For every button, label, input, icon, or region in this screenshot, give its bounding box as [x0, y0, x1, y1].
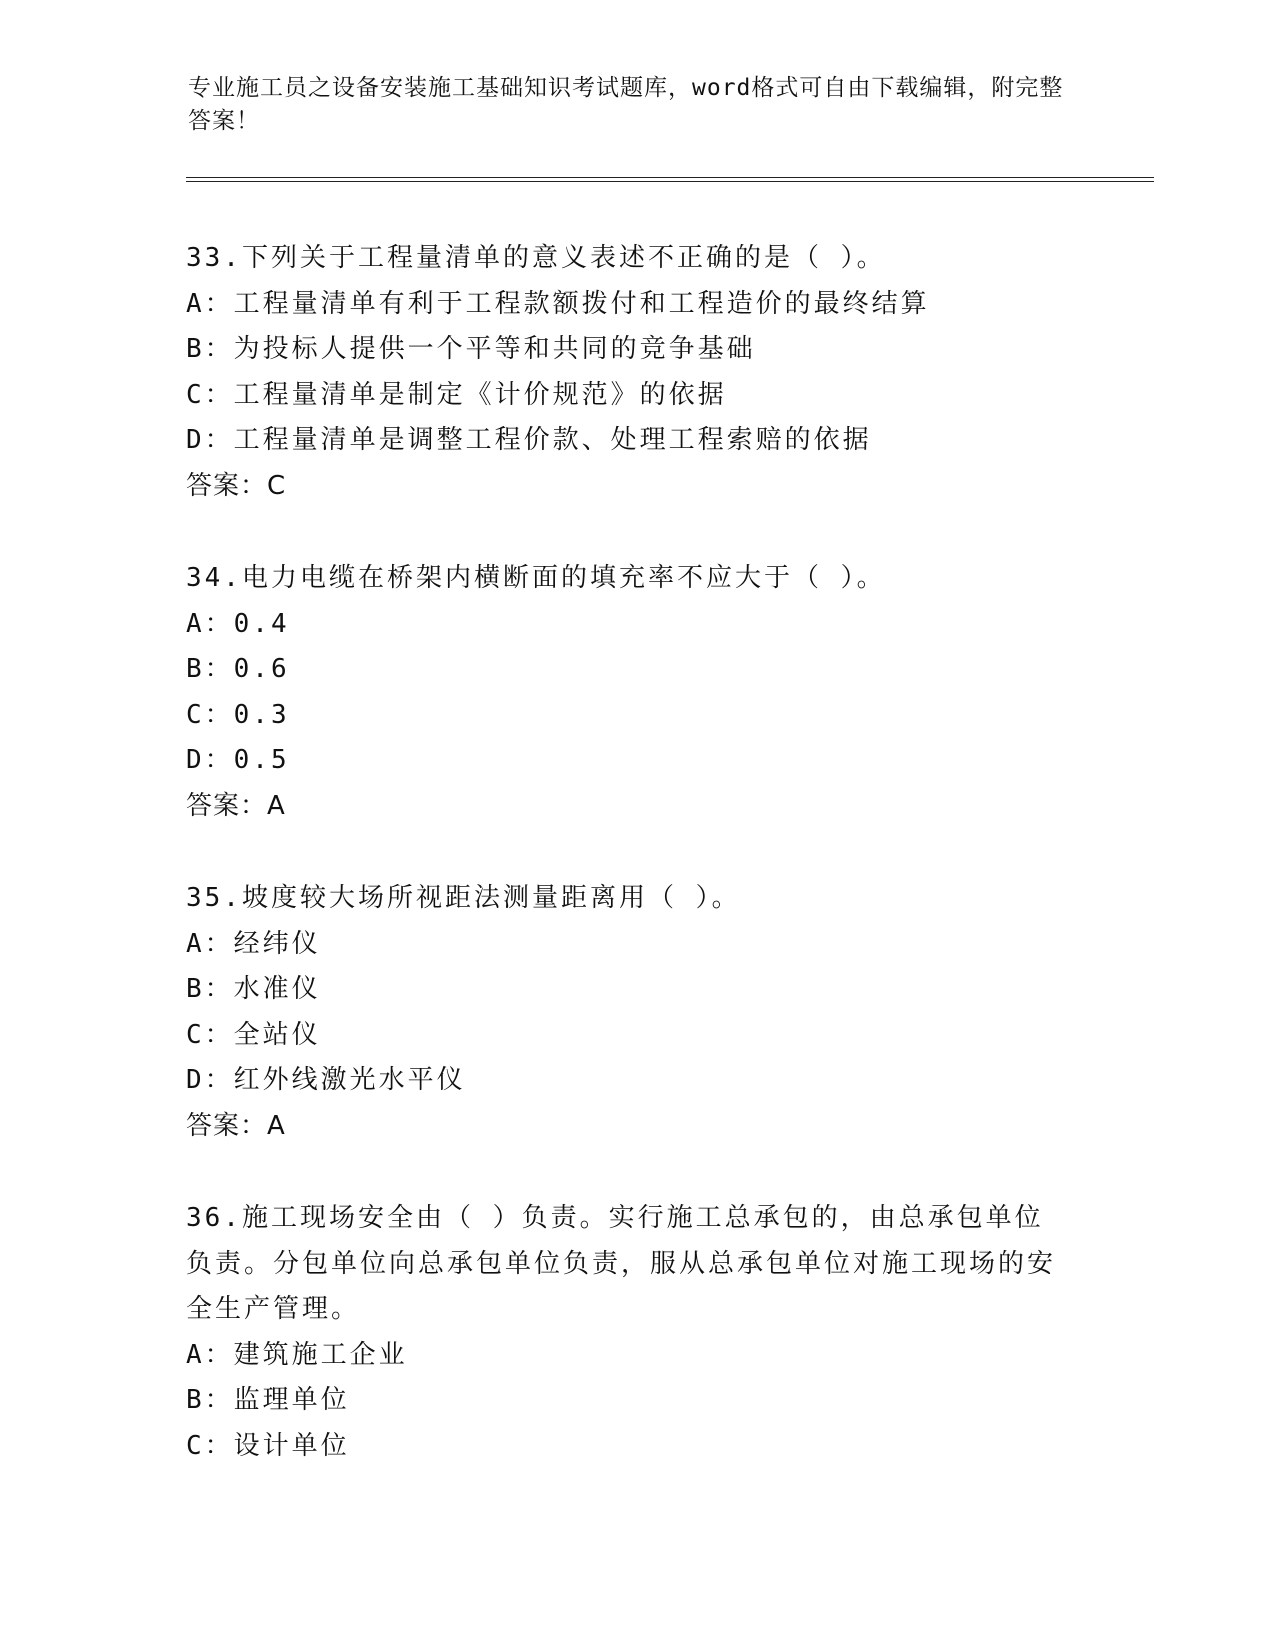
option-c: C：全站仪	[186, 1019, 321, 1050]
option-b: B：水准仪	[186, 974, 321, 1005]
option-c: C：0.3	[186, 699, 290, 730]
option-d: D：红外线激光水平仪	[186, 1065, 466, 1096]
option-a: A：工程量清单有利于工程款额拨付和工程造价的最终结算	[186, 288, 930, 319]
document-header: 专业施工员之设备安装施工基础知识考试题库，word格式可自由下载编辑，附完整答案！	[188, 75, 1064, 134]
answer-line: 答案：C	[186, 470, 287, 501]
question-stem: 35.坡度较大场所视距法测量距离用（ ）。	[186, 883, 741, 913]
option-b: B：为投标人提供一个平等和共同的竞争基础	[186, 334, 756, 365]
option-a: A：建筑施工企业	[186, 1339, 408, 1370]
question-33	[186, 236, 1066, 510]
option-c: C：设计单位	[186, 1430, 350, 1461]
header-rule-top	[186, 177, 1154, 178]
option-a: A：经纬仪	[186, 928, 321, 959]
header-rule-bottom	[186, 181, 1154, 182]
answer-line: 答案：A	[186, 1110, 286, 1141]
question-36	[186, 1196, 1066, 1470]
question-34	[186, 556, 1066, 830]
option-a: A：0.4	[186, 608, 290, 639]
option-b: B：0.6	[186, 654, 290, 685]
question-stem: 34.电力电缆在桥架内横断面的填充率不应大于（ ）。	[186, 563, 886, 593]
question-stem: 33.下列关于工程量清单的意义表述不正确的是（ ）。	[186, 243, 886, 273]
option-b: B：监理单位	[186, 1385, 350, 1416]
answer-line: 答案：A	[186, 790, 286, 821]
question-35	[186, 876, 1066, 1150]
option-c: C：工程量清单是制定《计价规范》的依据	[186, 379, 727, 410]
question-stem: 36.施工现场安全由（ ）负责。实行施工总承包的，由总承包单位负责。分包单位向总承包单位负责，服从总承包单位对施工现场的安全生产管理。	[186, 1203, 1057, 1325]
option-d: D：0.5	[186, 745, 290, 776]
option-d: D：工程量清单是调整工程价款、处理工程索赔的依据	[186, 425, 872, 456]
